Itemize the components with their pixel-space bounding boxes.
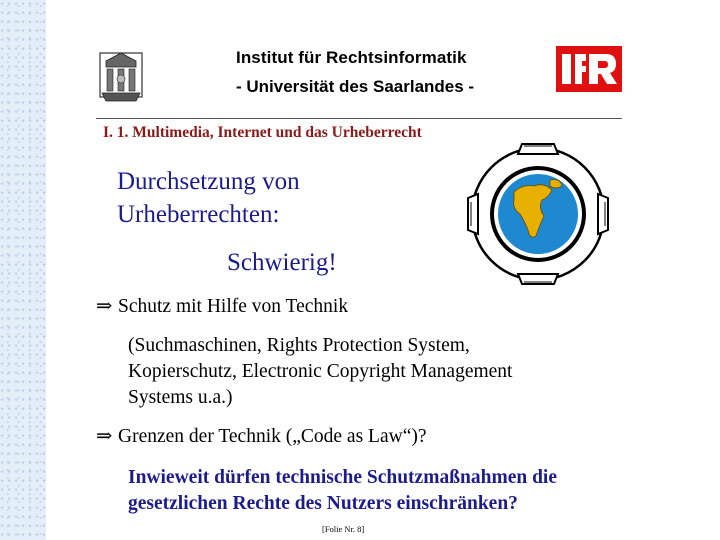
bullet-item xyxy=(96,424,427,448)
institute-name: Institut für Rechtsinformatik xyxy=(236,48,467,67)
bullet-detail xyxy=(128,465,557,517)
slide-title-line-2: Urheberrechten: xyxy=(117,201,280,228)
detail-line: Systems u.a.) xyxy=(128,387,233,408)
university-seal-icon xyxy=(96,47,146,105)
decorative-side-strip xyxy=(0,0,46,540)
bullet-item xyxy=(96,294,348,318)
difficulty-statement: Schwierig! xyxy=(227,249,337,276)
network-node-top xyxy=(518,144,558,154)
slide-number: [Folie Nr. 8] xyxy=(322,524,365,534)
section-title: I. 1. Multimedia, Internet und das Urheberrecht xyxy=(103,124,422,141)
detail-line: Inwieweit dürfen technische Schutzmaßnahmen die xyxy=(128,467,558,488)
university-name: - Universität des Saarlandes - xyxy=(236,77,475,96)
detail-line: (Suchmaschinen, Rights Protection System, xyxy=(128,335,470,356)
network-node-right xyxy=(598,194,608,234)
implies-arrow-icon: ⇒ xyxy=(96,296,113,317)
ifr-logo xyxy=(556,46,622,92)
bullet-text: Grenzen der Technik („Code as Law“)? xyxy=(118,426,427,447)
slide-title xyxy=(117,165,300,231)
network-node-left xyxy=(468,194,478,234)
slide-title-line-1: Durchsetzung von xyxy=(117,168,300,195)
detail-line: gesetzlichen Rechte des Nutzers einschränken? xyxy=(128,493,518,514)
header-divider xyxy=(96,118,622,119)
globe-network-icon xyxy=(464,140,612,288)
network-node-bottom xyxy=(518,274,558,284)
detail-line: Kopierschutz, Electronic Copyright Management xyxy=(128,361,513,382)
bullet-text: Schutz mit Hilfe von Technik xyxy=(118,296,349,317)
implies-arrow-icon: ⇒ xyxy=(96,426,113,447)
bullet-detail xyxy=(128,333,512,411)
